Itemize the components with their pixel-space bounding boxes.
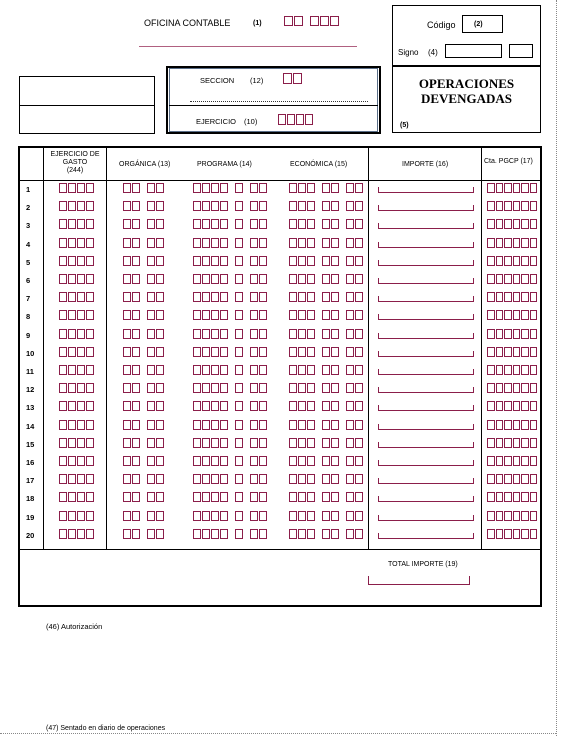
- ejercicio-cell[interactable]: [59, 310, 95, 320]
- doc-title: [392, 76, 541, 106]
- economica-cell[interactable]: [289, 238, 364, 248]
- cta-cell[interactable]: [487, 401, 538, 411]
- col-ejercicio-num: (244): [66, 167, 84, 174]
- ejercicio-cell[interactable]: [59, 492, 95, 502]
- cta-cell[interactable]: [487, 511, 538, 521]
- codigo-label: Código: [427, 20, 456, 30]
- total-label: TOTAL IMPORTE (19): [388, 561, 458, 568]
- row-number: 7: [26, 294, 31, 303]
- ejercicio-label: EJERCICIO: [196, 117, 237, 126]
- economica-cell[interactable]: [289, 456, 364, 466]
- cta-cell[interactable]: [487, 456, 538, 466]
- economica-cell[interactable]: [289, 365, 364, 375]
- row-number: 6: [26, 276, 31, 285]
- oficina-field[interactable]: [284, 16, 340, 26]
- importe-cell[interactable]: [378, 296, 474, 302]
- organica-cell[interactable]: [123, 529, 165, 539]
- seccion-field[interactable]: [283, 73, 303, 84]
- seccion-divider: [169, 105, 378, 106]
- row-number: 3: [26, 221, 31, 230]
- cta-cell[interactable]: [487, 347, 538, 357]
- economica-cell[interactable]: [289, 347, 364, 357]
- row-number: 5: [26, 258, 31, 267]
- programa-cell[interactable]: [193, 329, 268, 339]
- cta-cell[interactable]: [487, 529, 538, 539]
- ejercicio-cell[interactable]: [59, 274, 95, 284]
- importe-cell[interactable]: [378, 387, 474, 393]
- organica-cell[interactable]: [123, 438, 165, 448]
- organica-cell[interactable]: [123, 329, 165, 339]
- col-ejercicio-l1: EJERCICIO DE: [50, 151, 100, 158]
- left-box-divider: [19, 105, 155, 106]
- cta-cell[interactable]: [487, 492, 538, 502]
- importe-cell[interactable]: [378, 278, 474, 284]
- importe-cell[interactable]: [378, 369, 474, 375]
- programa-cell[interactable]: [193, 310, 268, 320]
- economica-cell[interactable]: [289, 183, 364, 193]
- row-number: 12: [26, 385, 35, 394]
- row-number: 10: [26, 349, 35, 358]
- programa-cell[interactable]: [193, 511, 268, 521]
- cta-cell[interactable]: [487, 238, 538, 248]
- programa-cell[interactable]: [193, 474, 268, 484]
- importe-cell[interactable]: [378, 205, 474, 211]
- ejercicio-cell[interactable]: [59, 474, 95, 484]
- ejercicio-cell[interactable]: [59, 529, 95, 539]
- importe-cell[interactable]: [378, 424, 474, 430]
- ejercicio-cell[interactable]: [59, 401, 95, 411]
- col-importe-header: IMPORTE (16): [402, 161, 449, 168]
- row-number: 2: [26, 203, 31, 212]
- cta-cell[interactable]: [487, 383, 538, 393]
- seccion-num: (12): [250, 76, 264, 85]
- seccion-label: SECCION: [200, 76, 235, 85]
- importe-cell[interactable]: [378, 242, 474, 248]
- economica-cell[interactable]: [289, 420, 364, 430]
- ejercicio-cell[interactable]: [59, 238, 95, 248]
- economica-cell[interactable]: [289, 511, 364, 521]
- economica-cell[interactable]: [289, 329, 364, 339]
- cta-cell[interactable]: [487, 219, 538, 229]
- autorizacion-label: (46) Autorización: [46, 622, 103, 631]
- cta-cell[interactable]: [487, 329, 538, 339]
- ejercicio-cell[interactable]: [59, 329, 95, 339]
- row-number: 8: [26, 312, 31, 321]
- economica-cell[interactable]: [289, 401, 364, 411]
- importe-cell[interactable]: [378, 405, 474, 411]
- organica-cell[interactable]: [123, 274, 165, 284]
- signo-num: (4): [428, 48, 438, 57]
- ejercicio-cell[interactable]: [59, 456, 95, 466]
- table-header-line: [18, 180, 542, 181]
- ejercicio-cell[interactable]: [59, 347, 95, 357]
- organica-cell[interactable]: [123, 456, 165, 466]
- cta-cell[interactable]: [487, 292, 538, 302]
- row-number: 19: [26, 513, 35, 522]
- organica-cell[interactable]: [123, 201, 165, 211]
- signo-field-2[interactable]: [509, 44, 533, 58]
- organica-cell[interactable]: [123, 401, 165, 411]
- cta-cell[interactable]: [487, 274, 538, 284]
- row-number: 9: [26, 331, 31, 340]
- importe-cell[interactable]: [378, 515, 474, 521]
- doc-title-line1: OPERACIONES: [418, 76, 515, 91]
- economica-cell[interactable]: [289, 492, 364, 502]
- programa-cell[interactable]: [193, 438, 268, 448]
- programa-cell[interactable]: [193, 401, 268, 411]
- ejercicio-num: (10): [244, 117, 258, 126]
- row-number: 13: [26, 403, 35, 412]
- ejercicio-cell[interactable]: [59, 511, 95, 521]
- importe-cell[interactable]: [378, 496, 474, 502]
- programa-cell[interactable]: [193, 529, 268, 539]
- codigo-num: (2): [474, 21, 483, 28]
- programa-cell[interactable]: [193, 238, 268, 248]
- signo-field-1[interactable]: [445, 44, 502, 58]
- row-number: 17: [26, 476, 35, 485]
- col-economica-header: ECONÓMICA (15): [290, 161, 348, 168]
- col-sep-1: [43, 146, 44, 550]
- col-sep-4: [481, 146, 482, 550]
- organica-cell[interactable]: [123, 256, 165, 266]
- economica-cell[interactable]: [289, 474, 364, 484]
- organica-cell[interactable]: [123, 474, 165, 484]
- importe-cell[interactable]: [378, 351, 474, 357]
- programa-cell[interactable]: [193, 420, 268, 430]
- economica-cell[interactable]: [289, 310, 364, 320]
- cta-cell[interactable]: [487, 438, 538, 448]
- programa-cell[interactable]: [193, 274, 268, 284]
- programa-cell[interactable]: [193, 383, 268, 393]
- importe-cell[interactable]: [378, 460, 474, 466]
- ejercicio-field[interactable]: [278, 114, 314, 125]
- col-programa-header: PROGRAMA (14): [197, 161, 252, 168]
- ejercicio-cell[interactable]: [59, 256, 95, 266]
- row-number: 16: [26, 458, 35, 467]
- col-ejercicio-header: [44, 151, 106, 175]
- importe-cell[interactable]: [378, 442, 474, 448]
- cta-cell[interactable]: [487, 420, 538, 430]
- cta-cell[interactable]: [487, 365, 538, 375]
- row-number: 11: [26, 367, 34, 376]
- economica-cell[interactable]: [289, 274, 364, 284]
- organica-cell[interactable]: [123, 511, 165, 521]
- ejercicio-cell[interactable]: [59, 183, 95, 193]
- importe-cell[interactable]: [378, 314, 474, 320]
- programa-cell[interactable]: [193, 201, 268, 211]
- programa-cell[interactable]: [193, 256, 268, 266]
- economica-cell[interactable]: [289, 256, 364, 266]
- oficina-num: (1): [253, 20, 262, 27]
- cta-cell[interactable]: [487, 474, 538, 484]
- importe-cell[interactable]: [378, 187, 474, 193]
- importe-cell[interactable]: [378, 533, 474, 539]
- importe-cell[interactable]: [378, 333, 474, 339]
- col-cta-header: Cta. PGCP (17): [484, 158, 533, 165]
- sentado-label: (47) Sentado en diario de operaciones: [46, 725, 166, 732]
- organica-cell[interactable]: [123, 383, 165, 393]
- row-number: 18: [26, 494, 35, 503]
- row-number: 1: [26, 185, 31, 194]
- economica-cell[interactable]: [289, 219, 364, 229]
- importe-cell[interactable]: [378, 223, 474, 229]
- organica-cell[interactable]: [123, 292, 165, 302]
- programa-cell[interactable]: [193, 219, 268, 229]
- col-sep-3: [368, 146, 369, 550]
- ejercicio-cell[interactable]: [59, 420, 95, 430]
- cta-cell[interactable]: [487, 201, 538, 211]
- seccion-dotline: [190, 101, 368, 102]
- programa-cell[interactable]: [193, 183, 268, 193]
- ejercicio-cell[interactable]: [59, 201, 95, 211]
- ejercicio-cell[interactable]: [59, 219, 95, 229]
- page-edge-right: [556, 0, 557, 736]
- organica-cell[interactable]: [123, 183, 165, 193]
- economica-cell[interactable]: [289, 529, 364, 539]
- doc-title-line2: DEVENGADAS: [420, 91, 512, 106]
- col-ejercicio-l2: GASTO: [62, 159, 88, 166]
- ejercicio-cell[interactable]: [59, 438, 95, 448]
- total-importe-field[interactable]: [368, 576, 470, 585]
- organica-cell[interactable]: [123, 420, 165, 430]
- col-organica-header: ORGÁNICA (13): [119, 161, 171, 168]
- economica-cell[interactable]: [289, 201, 364, 211]
- row-number: 4: [26, 240, 31, 249]
- organica-cell[interactable]: [123, 219, 165, 229]
- signo-label: Signo: [398, 48, 419, 57]
- importe-cell[interactable]: [378, 478, 474, 484]
- programa-cell[interactable]: [193, 292, 268, 302]
- table-body-end: [18, 549, 542, 550]
- economica-cell[interactable]: [289, 292, 364, 302]
- organica-cell[interactable]: [123, 492, 165, 502]
- row-number: 15: [26, 440, 35, 449]
- organica-cell[interactable]: [123, 238, 165, 248]
- economica-cell[interactable]: [289, 383, 364, 393]
- col-sep-2: [106, 146, 107, 550]
- ejercicio-cell[interactable]: [59, 383, 95, 393]
- cta-cell[interactable]: [487, 310, 538, 320]
- ejercicio-cell[interactable]: [59, 365, 95, 375]
- programa-cell[interactable]: [193, 347, 268, 357]
- economica-cell[interactable]: [289, 438, 364, 448]
- ejercicio-cell[interactable]: [59, 292, 95, 302]
- cta-cell[interactable]: [487, 256, 538, 266]
- organica-cell[interactable]: [123, 365, 165, 375]
- importe-cell[interactable]: [378, 260, 474, 266]
- row-number: 20: [26, 531, 35, 540]
- programa-cell[interactable]: [193, 456, 268, 466]
- programa-cell[interactable]: [193, 492, 268, 502]
- cta-cell[interactable]: [487, 183, 538, 193]
- organica-cell[interactable]: [123, 347, 165, 357]
- programa-cell[interactable]: [193, 365, 268, 375]
- title-num: (5): [400, 122, 409, 129]
- oficina-underline: [139, 46, 357, 47]
- organica-cell[interactable]: [123, 310, 165, 320]
- oficina-label: OFICINA CONTABLE: [144, 18, 231, 28]
- row-number: 14: [26, 422, 35, 431]
